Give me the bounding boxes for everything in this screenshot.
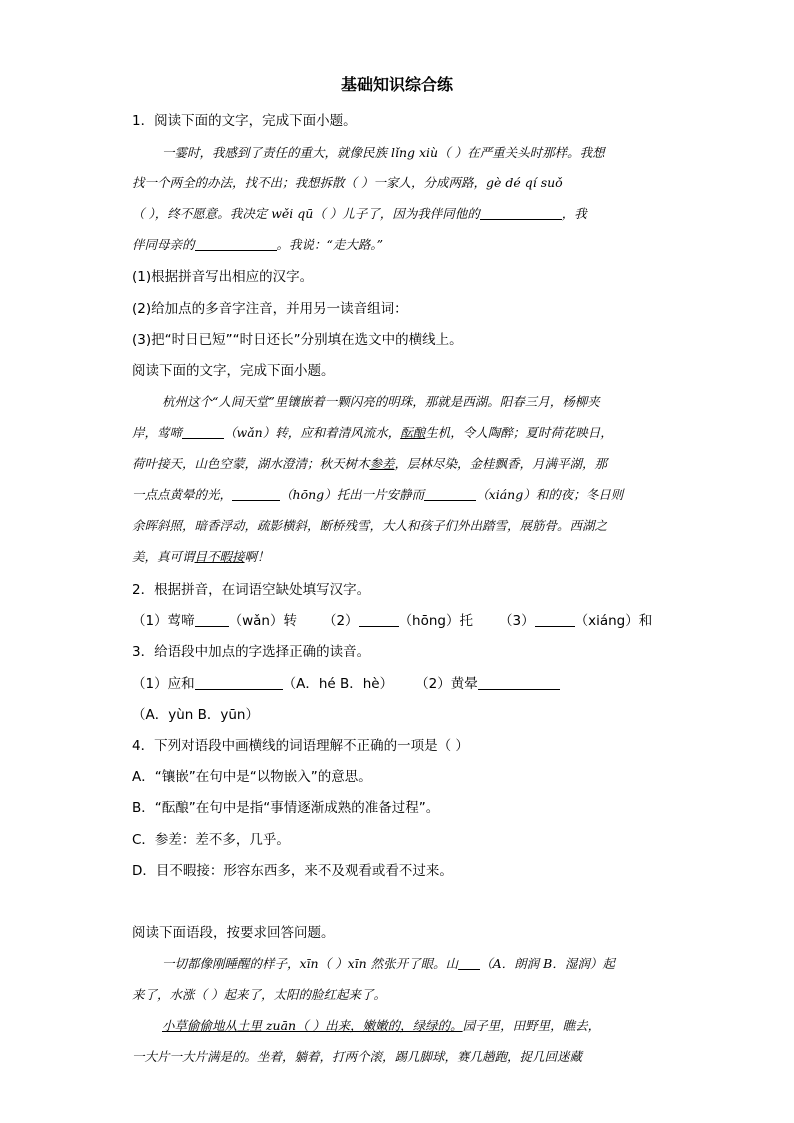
answer-blank[interactable] [458,957,480,971]
underlined-word-cenci: 参差 [369,456,395,471]
q5-passage-line-3 [162,1016,600,1034]
page-title: 基础知识综合练 [340,75,453,94]
q1-passage-line-4 [132,235,383,253]
q2-text: （wǎn）转，应和着清风流水， [224,425,401,440]
q3-item-2-options: （A．yùn B．yūn） [132,707,259,723]
question-2-items [132,609,652,629]
q2-passage-line-2 [132,423,613,441]
q2-passage-line-1: 杭州这个“人间天堂”里镶嵌着一颗闪亮的明珠，那就是西湖。阳春三月，杨柳夹 [162,394,600,409]
q1-sub-3: (3)把“时日已短”“时日还长”分别填在选文中的横线上。 [132,332,463,348]
underlined-sentence: 小草偷偷地从土里 zuān（ ）出来，嫩嫩的，绿绿的。 [162,1018,463,1033]
q1-passage-text: 伴同母亲的 [132,237,195,252]
q2-text: 啊！ [244,549,270,564]
q5-text: （A．朗润 B．湿润）起 [480,956,615,971]
q2-text: 荷叶接天，山色空蒙，湖水澄清；秋天树木 [132,456,370,471]
q1-passage-text: 。我说：“走大路。” [276,237,384,252]
q2-passage-line-6 [132,547,270,565]
q2-reading-heading: 阅读下面的文字，完成下面小题。 [132,363,335,379]
q5-text: 一切都像刚睡醒的样子，xīn（ ）xīn 然张开了眼。山 [162,956,459,971]
q5-reading-heading: 阅读下面语段，按要求回答问题。 [132,925,335,941]
question-2-heading: 2．根据拼音，在词语空缺处填写汉字。 [132,582,371,598]
q4-option-d[interactable]: D．目不暇接：形容东西多，来不及观看或看不过来。 [132,863,453,879]
q3-item-label: （1）应和 [132,676,195,692]
q2-passage-line-4 [132,485,623,503]
q2-item-label: （1）莺啼 [132,613,195,629]
question-1-heading: 1．阅读下面的文字，完成下面小题。 [132,113,357,129]
question-4-heading: 4．下列对语段中画横线的词语理解不正确的一项是（ ） [132,738,469,754]
q5-text: 园子里，田野里，瞧去， [462,1018,601,1033]
q2-text: ，层林尽染，金桂飘香，月满平湖，那 [394,456,608,471]
answer-blank[interactable] [424,488,476,502]
q2-passage-line-5: 余晖斜照，暗香浮动，疏影横斜，断桥残雪，大人和孩子们外出踏雪，展筋骨。西湖之 [132,518,608,533]
q5-passage-line-2: 来了，水涨（ ）起来了，太阳的脸红起来了。 [132,987,386,1002]
answer-blank[interactable] [195,613,229,628]
q1-passage-line-1: 一霎时，我感到了责任的重大，就像民族 lǐng xiù（ ）在严重关头时那样。我想 [162,145,605,160]
q2-item-pinyin: （wǎn）转 [228,613,297,629]
q2-passage-line-3 [132,454,607,472]
q2-item-pinyin: （hōng）托 [398,613,474,629]
underlined-word-yunniang: 酝酿 [400,425,426,440]
q3-item-label: （2）黄晕 [415,676,478,692]
q2-text: （xiáng）和的夜；冬日则 [476,487,624,502]
q2-text: 一点点黄晕的光， [132,487,233,502]
q4-option-a[interactable]: A．“镶嵌”在句中是“以物嵌入”的意思。 [132,769,372,785]
q5-passage-line-4: 一大片一大片满是的。坐着，躺着，打两个滚，踢几脚球，赛几趟跑，捉几回迷藏 [132,1049,583,1064]
q5-passage-line-1 [162,954,615,972]
answer-blank[interactable] [232,488,280,502]
q2-text: （hōng）托出一片安静而 [280,487,425,502]
q2-item-label: （3） [499,613,535,629]
q1-sub-1: (1)根据拼音写出相应的汉字。 [132,269,314,285]
q2-item-label: （2） [322,613,359,629]
question-3-heading: 3．给语段中加点的字选择正确的读音。 [132,644,371,660]
answer-blank[interactable] [195,676,283,691]
q1-passage-line-2: 找一个两全的办法，找不出；我想拆散（ ）一家人，分成两路，gè dé qí suǒ [132,175,563,190]
answer-blank[interactable] [195,238,277,252]
q1-sub-2: (2)给加点的多音字注音，并用另一读音组词： [132,301,408,317]
q2-item-pinyin: （xiáng）和 [574,613,653,629]
answer-blank[interactable] [182,426,224,440]
q4-option-c[interactable]: C．参差：差不多，几乎。 [132,832,290,848]
question-3-items [132,672,560,692]
q2-text: 岸，莺啼 [132,425,183,440]
q2-text: 生机，令人陶醉；夏时荷花映日， [425,425,613,440]
underlined-word-mubuxiajie: 目不暇接 [194,549,245,564]
q4-option-b[interactable]: B．“酝酿”在句中是指“事情逐渐成熟的准备过程”。 [132,800,440,816]
answer-blank[interactable] [359,613,399,628]
q2-text: 美，真可谓 [132,549,195,564]
q3-item-options: （A．hé B．hè） [282,676,394,692]
q1-passage-line-3 [132,204,587,222]
q1-passage-text: ，我 [561,206,587,221]
q1-passage-text: （ ），终不愿意。我决定 wěi qū（ ）儿子了，因为我伴同他的 [132,206,480,221]
answer-blank[interactable] [535,613,575,628]
answer-blank[interactable] [480,207,562,221]
answer-blank[interactable] [478,676,560,691]
